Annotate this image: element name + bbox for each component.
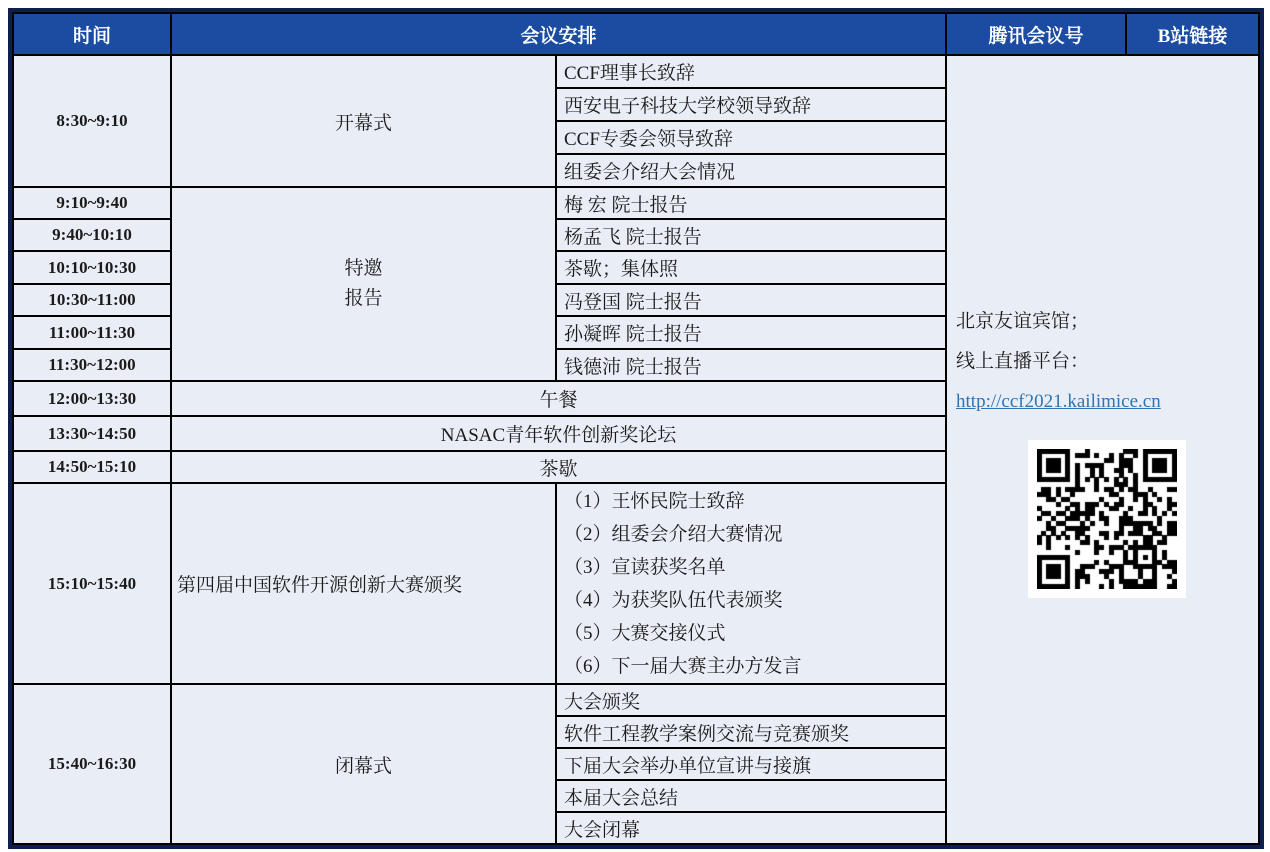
time-cell: 10:10~10:30 — [13, 251, 171, 284]
schedule-table-frame — [8, 8, 1264, 849]
agenda-item: CCF专委会领导致辞 — [556, 121, 946, 154]
session-label-line: 报告 — [344, 288, 383, 309]
live-url-link[interactable]: http://ccf2021.kailimice.cn — [956, 390, 1161, 412]
award-items-cell — [556, 483, 946, 684]
agenda-item: （3）宣读获奖名单 — [564, 556, 726, 578]
agenda-item: （1）王怀民院士致辞 — [564, 490, 745, 512]
session-cell-award: 第四届中国软件开源创新大赛颁奖 — [171, 483, 556, 684]
agenda-item: 大会颁奖 — [556, 684, 946, 716]
agenda-item: （6）下一届大赛主办方发言 — [564, 655, 802, 677]
agenda-item: （5）大赛交接仪式 — [564, 622, 726, 644]
agenda-item: （2）组委会介绍大赛情况 — [564, 523, 783, 545]
venue-text: 北京友谊宾馆； — [956, 310, 1090, 332]
agenda-item: 茶歇；集体照 — [556, 251, 946, 284]
session-label-line: 特邀 — [344, 258, 383, 279]
time-cell: 13:30~14:50 — [13, 416, 171, 451]
time-cell: 11:00~11:30 — [13, 316, 171, 349]
header-row — [13, 13, 1259, 55]
agenda-item: 下届大会举办单位宣讲与接旗 — [556, 748, 946, 780]
table-row — [13, 55, 1259, 88]
session-cell-closing: 闭幕式 — [171, 684, 556, 844]
schedule-table — [12, 12, 1260, 845]
meeting-info-block — [947, 302, 1258, 598]
time-cell: 11:30~12:00 — [13, 349, 171, 381]
time-cell-closing: 15:40~16:30 — [13, 684, 171, 844]
agenda-item: 本届大会总结 — [556, 780, 946, 812]
col-header-agenda: 会议安排 — [171, 13, 946, 55]
agenda-item: 孙凝晖 院士报告 — [556, 316, 946, 349]
meeting-info-cell — [946, 55, 1259, 844]
agenda-item: 钱德沛 院士报告 — [556, 349, 946, 381]
session-cell-invited — [171, 187, 556, 381]
agenda-item: 西安电子科技大学校领导致辞 — [556, 88, 946, 121]
agenda-item: 组委会介绍大会情况 — [556, 154, 946, 187]
time-cell: 9:40~10:10 — [13, 219, 171, 251]
qr-code — [1028, 440, 1186, 598]
agenda-item: 杨孟飞 院士报告 — [556, 219, 946, 251]
agenda-item: 梅 宏 院士报告 — [556, 187, 946, 219]
time-cell: 14:50~15:10 — [13, 451, 171, 483]
col-header-tencent: 腾讯会议号 — [946, 13, 1126, 55]
agenda-item: 大会闭幕 — [556, 812, 946, 844]
time-cell: 9:10~9:40 — [13, 187, 171, 219]
time-cell-award: 15:10~15:40 — [13, 483, 171, 684]
time-cell: 12:00~13:30 — [13, 381, 171, 416]
agenda-item: （4）为获奖队伍代表颁奖 — [564, 589, 783, 611]
session-cell-opening: 开幕式 — [171, 55, 556, 187]
col-header-time: 时间 — [13, 13, 171, 55]
agenda-item: 冯登国 院士报告 — [556, 284, 946, 316]
agenda-merged-cell: NASAC青年软件创新奖论坛 — [171, 416, 946, 451]
live-platform-label: 线上直播平台： — [956, 350, 1090, 372]
agenda-merged-cell: 午餐 — [171, 381, 946, 416]
agenda-merged-cell: 茶歇 — [171, 451, 946, 483]
col-header-bilibili: B站链接 — [1126, 13, 1259, 55]
award-item-list — [557, 485, 945, 683]
agenda-item: CCF理事长致辞 — [556, 55, 946, 88]
time-cell-opening: 8:30~9:10 — [13, 55, 171, 187]
agenda-item: 软件工程教学案例交流与竞赛颁奖 — [556, 716, 946, 748]
time-cell: 10:30~11:00 — [13, 284, 171, 316]
